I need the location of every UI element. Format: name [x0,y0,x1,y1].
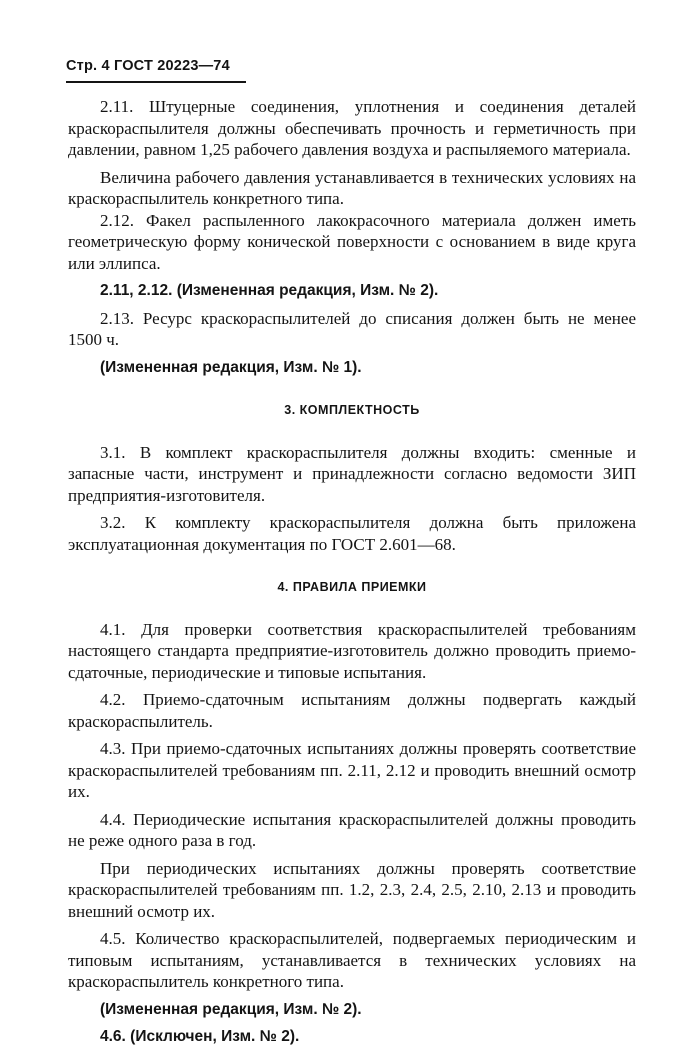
amendment-note-4-5: (Измененная редакция, Изм. № 2). [100,1000,362,1018]
clause-4-1: 4.1. Для проверки соответствия краскораспылителей требованиям настоящего стандарта предприятие-изготовитель должно проводить приемо-сдаточные, периодические и типовые испытания. [68,619,636,682]
amendment-note-2-13: (Измененная редакция, Изм. № 1). [100,358,362,376]
clause-2-11: 2.11. Штуцерные соединения, уплотнения и соединения деталей краскораспылителя должны обеспечивать прочность и герметичность при давлении, равном 1,25 рабочего давления воздуха и распыляемого материала. [68,97,636,159]
clause-4-2: 4.2. Приемо-сдаточным испытаниям должны подвергать каждый краскораспылитель. [68,690,636,731]
clause-2-12: 2.12. Факел распыленного лакокрасочного материала должен иметь геометрическую форму конической поверхности с основанием в виде круга или эллипса. [68,210,636,273]
section-4-title: 4. ПРАВИЛА ПРИЕМКИ [277,580,427,594]
clause-4-4-continued: При периодических испытаниях должны проверять соответствие краскораспылителей требованиям пп. 1.2, 2.3, 2.4, 2.5, 2.10, 2.13 и проводить внешний осмотр их. [68,858,636,921]
clause-4-5: 4.5. Количество краскораспылителей, подвергаемых периодическим и типовым испытаниям, устанавливается в технических условиях на краскораспылитель конкретного типа. [68,929,636,991]
clause-3-1: 3.1. В комплект краскораспылителя должны входить: сменные и запасные части, инструмент и принадлежности согласно ведомости ЗИП предприятия-изготовителя. [68,442,636,505]
clause-2-13: 2.13. Ресурс краскораспылителей до списания должен быть не менее 1500 ч. [68,308,636,349]
clause-3-2: 3.2. К комплекту краскораспылителя должна быть приложена эксплуатационная документация по ГОСТ 2.601—68. [68,513,636,554]
document-body [68,96,636,1048]
clause-4-6: 4.6. (Исключен, Изм. № 2). [100,1028,300,1045]
clause-2-11-continued: Величина рабочего давления устанавливается в технических условиях на краскораспылитель конкретного типа. [68,167,636,208]
clause-4-4: 4.4. Периодические испытания краскораспылителей должны проводить не реже одного раза в год. [68,809,636,850]
section-3-title: 3. КОМПЛЕКТНОСТЬ [284,403,420,417]
amendment-note-2-11-2-12: 2.11, 2.12. (Измененная редакция, Изм. № 2). [100,282,439,299]
header-rule [66,81,246,83]
clause-4-3: 4.3. При приемо-сдаточных испытаниях должны проверять соответствие краскораспылителей требованиям пп. 2.11, 2.12 и проводить внешний осмотр их. [68,739,636,801]
page-header: Стр. 4 ГОСТ 20223—74 [66,58,230,74]
